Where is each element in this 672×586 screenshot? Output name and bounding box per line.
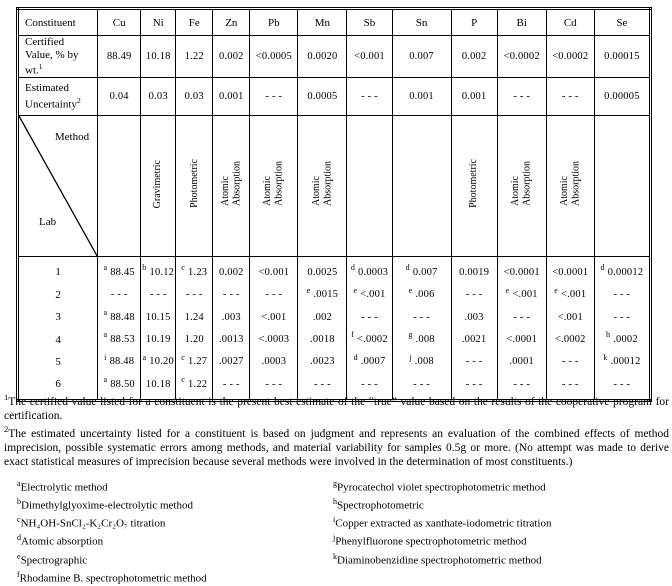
data-value: 10.20 [149, 356, 174, 368]
data-value: <.0002 [554, 334, 586, 346]
method-footnote-ref: d [405, 263, 410, 273]
certified-value-fe: 1.22 [176, 36, 213, 78]
data-cell [595, 306, 649, 328]
data-value: <.0001 [506, 334, 538, 346]
data-cell [452, 306, 497, 328]
method-footnote-ref: f [351, 330, 355, 340]
footnote-letter: a [17, 478, 21, 488]
data-column-sb [347, 257, 392, 401]
footnote-text: Electrolytic method [20, 481, 108, 494]
data-value: 10.15 [145, 311, 171, 323]
uncertainty-value-bi: - - - [497, 78, 546, 116]
method-sb [347, 116, 392, 257]
data-value: 1.24 [184, 311, 204, 323]
lab-data-row [18, 257, 651, 401]
certified-label-line2: Value, % by wt.$^1$ [25, 48, 79, 77]
lettered-footnote [17, 568, 333, 586]
data-cell [141, 351, 175, 373]
data-cell [452, 261, 497, 283]
method-zn [213, 116, 250, 257]
data-cell [298, 351, 346, 373]
data-column-bi [497, 257, 546, 401]
footnotes-section [4, 391, 669, 586]
data-cell [547, 351, 594, 373]
data-value: - - - [222, 378, 240, 390]
lettered-footnote [333, 550, 669, 568]
footnote-text: Spectrographic [20, 554, 88, 567]
method-row [18, 116, 651, 257]
data-value: .0021 [461, 334, 487, 346]
method-pb [250, 116, 298, 257]
method-name-rotated: Atomic Absorption [558, 161, 582, 207]
footnote-text: Pyrocatechol violet spectrophotometric method [337, 481, 546, 494]
data-cell [98, 328, 140, 350]
data-cell [250, 351, 297, 373]
lab-number: 4 [55, 333, 61, 346]
data-value: 10.12 [149, 266, 175, 278]
footnote-1 [4, 391, 669, 423]
footnote-ref: 2 [76, 95, 81, 105]
data-value: 88.48 [110, 311, 135, 323]
method-mn [298, 116, 347, 257]
composition-table [16, 7, 652, 402]
data-value: - - - [465, 289, 483, 301]
col-header-constituent: Constituent [18, 9, 98, 36]
data-value: .0023 [310, 356, 335, 368]
lab-label: Lab [39, 216, 57, 229]
method-footnote-ref: d [353, 352, 358, 362]
data-cell [595, 284, 649, 306]
data-value: 88.53 [110, 334, 135, 346]
lettered-footnote [333, 495, 669, 513]
col-header-sb: Sb [347, 9, 392, 36]
data-column-pb [250, 257, 298, 401]
data-value: 1.20 [184, 334, 204, 346]
method-lab-corner-cell [18, 116, 98, 257]
data-value: - - - [314, 378, 331, 390]
lettered-footnote [17, 513, 336, 531]
data-cell [176, 261, 212, 283]
uncertainty-label-line2: Uncertainty$^2$ [25, 95, 81, 111]
data-value: - - - [413, 311, 430, 323]
method-footnote-ref: d [350, 263, 356, 273]
lettered-footnote [333, 513, 669, 531]
data-value: .0001 [509, 356, 534, 368]
method-name-rotated: Gravimetric [152, 159, 164, 208]
data-cell [98, 261, 140, 283]
data-column-fe [176, 257, 213, 401]
footnote-text: Copper extracted as xanthate-iodometric titration [335, 517, 552, 530]
data-cell [141, 261, 175, 283]
method-footnote-ref: k [603, 352, 608, 362]
uncertainty-row-label [18, 78, 98, 116]
footnote-letter: e [17, 551, 21, 561]
certified-row-label [18, 36, 98, 78]
lab-number: 3 [55, 311, 61, 324]
col-header-p: P [451, 9, 497, 36]
method-footnote-ref: a [103, 330, 108, 340]
footnote-letter: j [333, 533, 336, 543]
data-value: - - - [465, 356, 483, 368]
data-value: - - - [561, 378, 579, 390]
data-cell [347, 328, 391, 350]
footnote-letter: d [17, 533, 21, 543]
data-value: - - - [613, 378, 631, 390]
data-value: .0002 [613, 334, 638, 346]
col-header-mn: Mn [298, 9, 347, 36]
data-cell [452, 284, 497, 306]
data-column-ni [141, 257, 176, 401]
method-footnote-ref: a [103, 263, 108, 273]
certified-value-row [18, 36, 651, 78]
data-value: 10.19 [145, 334, 171, 346]
method-ni [141, 116, 176, 257]
uncertainty-label-line1: Estimated [25, 82, 69, 95]
method-footnote-ref: e [408, 285, 413, 295]
method-cd [546, 116, 594, 257]
data-value: - - - [185, 289, 203, 301]
method-footnote-ref: c [181, 263, 186, 273]
uncertainty-value-pb: - - - [250, 78, 298, 116]
data-cell [298, 328, 346, 350]
method-label: Method [54, 131, 90, 144]
data-cell [176, 306, 212, 328]
certified-value-sn: 0.007 [392, 36, 451, 78]
data-value: 88.45 [110, 266, 135, 278]
data-value: 88.50 [110, 378, 135, 390]
data-value: .0027 [218, 356, 244, 368]
data-value: - - - [110, 289, 128, 301]
data-cell [393, 306, 451, 328]
footnote-letter: c [17, 515, 21, 525]
certified-value-cd: <0.0002 [546, 36, 594, 78]
lettered-footnote [17, 531, 336, 549]
data-value: <.0003 [258, 334, 290, 346]
data-cell [98, 306, 140, 328]
lab-number: 6 [55, 378, 61, 391]
data-value: .0013 [218, 334, 244, 346]
data-value: - - - [149, 289, 167, 301]
footnote-text: Diaminobenzidine spectrophotometric method [337, 554, 542, 567]
data-cell [393, 261, 451, 283]
footnote-2-text: The estimated uncertainty listed for a constituent is based on judgment and represents an evaluation of the combined effects of method imprecision, possible systematic errors among methods, and material variability for samples 0.5g or more. (No attempt was made to derive exact statistical measures of imprecision because several methods were involved in the determination of most constituents.) [4, 428, 669, 468]
data-value: 0.0003 [358, 266, 389, 278]
data-value: .003 [221, 311, 241, 323]
certified-label-line1: Certified [25, 36, 65, 48]
method-footnote-ref: e [505, 285, 510, 295]
uncertainty-value-sb: - - - [347, 78, 392, 116]
method-fe [176, 116, 213, 257]
data-cell [250, 261, 297, 283]
data-value: 0.007 [412, 266, 438, 278]
data-column-p [451, 257, 497, 401]
data-cell [547, 328, 594, 350]
data-cell [141, 328, 175, 350]
method-sn [392, 116, 451, 257]
data-value: 88.48 [109, 356, 135, 368]
lab-number: 1 [55, 266, 61, 279]
data-value: - - - [222, 289, 240, 301]
certified-value-sb: <0.001 [347, 36, 392, 78]
data-cell [452, 328, 497, 350]
uncertainty-value-se: 0.00005 [594, 78, 650, 116]
uncertainty-value-cd: - - - [546, 78, 594, 116]
data-cell [347, 306, 391, 328]
method-footnote-ref: e [306, 285, 311, 295]
data-value: .006 [415, 289, 435, 301]
footnote-text: NH₄OH-SnCl₂-K₂Cr₂O₇ titration [20, 517, 166, 530]
data-value: <.001 [512, 289, 538, 301]
method-footnote-ref: b [142, 263, 147, 273]
method-footnotes-left-column [17, 477, 336, 586]
method-footnote-ref: g [408, 330, 413, 340]
certified-value-ni: 10.18 [141, 36, 176, 78]
method-footnote-ref: i [104, 352, 107, 362]
data-cell [498, 306, 546, 328]
data-cell [213, 261, 249, 283]
certified-value-pb: <0.0005 [250, 36, 298, 78]
lettered-footnote [333, 477, 669, 495]
data-cell [595, 351, 649, 373]
footnote-text: Rhodamine B. spectrophotometric method [19, 572, 207, 585]
data-value: 10.18 [145, 378, 171, 390]
data-value: <0.0001 [552, 266, 589, 278]
method-footnote-ref: a [103, 307, 108, 317]
data-cell [213, 328, 249, 350]
certified-value-zn: 0.002 [213, 36, 250, 78]
method-name-rotated: Photometric [188, 159, 200, 209]
method-footnote-ref: e [554, 285, 558, 295]
data-value: 0.00012 [607, 266, 644, 278]
certified-value-bi: <0.0002 [497, 36, 546, 78]
method-name-rotated: Atomic Absorption [262, 161, 285, 207]
data-cell [498, 261, 546, 283]
data-cell [176, 328, 212, 350]
uncertainty-value-cu: 0.04 [98, 78, 141, 116]
data-cell [547, 284, 594, 306]
constituent-header-row [18, 9, 651, 36]
lab-number: 2 [55, 288, 61, 301]
footnote-text: Atomic absorption [21, 536, 104, 549]
data-value: - - - [413, 378, 430, 390]
data-value: 1.23 [188, 266, 208, 278]
uncertainty-value-zn: 0.001 [213, 78, 250, 116]
data-value: - - - [613, 289, 631, 301]
data-cell [393, 328, 451, 350]
method-name-rotated: Atomic Absorption [310, 161, 334, 207]
lab-number-column [18, 257, 98, 401]
lab-number: 5 [55, 355, 61, 368]
data-cell [250, 284, 297, 306]
method-footnotes [17, 477, 669, 586]
data-value: - - - [361, 378, 378, 390]
data-cell [498, 328, 546, 350]
data-cell [176, 284, 212, 306]
data-value: <.001 [261, 311, 287, 323]
lettered-footnote [17, 550, 333, 568]
method-bi [497, 116, 546, 257]
data-value: .003 [464, 311, 484, 323]
data-value: .0018 [310, 334, 335, 346]
data-cell [393, 351, 451, 373]
data-value: 1.27 [188, 356, 208, 368]
col-header-bi: Bi [497, 9, 546, 36]
data-value: <.001 [360, 289, 386, 301]
lettered-footnote [17, 495, 333, 513]
data-value: 1.22 [188, 378, 208, 390]
data-value: <0.0001 [503, 266, 540, 278]
data-cell [498, 351, 546, 373]
data-column-sn [392, 257, 451, 401]
col-header-pb: Pb [250, 9, 298, 36]
data-cell [250, 306, 297, 328]
uncertainty-value-fe: 0.03 [176, 78, 213, 116]
footnote-text: Phenylfluorone spectrophotometric method [335, 536, 527, 549]
method-footnote-ref: c [181, 375, 186, 385]
data-value: - - - [265, 289, 283, 301]
uncertainty-value-p: 0.001 [451, 78, 497, 116]
method-se [594, 116, 650, 257]
data-cell [250, 328, 297, 350]
data-cell [176, 351, 212, 373]
footnote-letter: i [333, 515, 336, 525]
col-header-fe: Fe [176, 9, 213, 36]
data-cell [595, 328, 649, 350]
footnote-1-text: The certified value listed for a constituent is the present best estimate of the “true” value based on the results of the cooperative program for certification. [4, 395, 669, 422]
data-value: - - - [561, 356, 579, 368]
uncertainty-value-mn: 0.0005 [298, 78, 347, 116]
col-header-se: Se [594, 9, 650, 36]
method-footnote-ref: a [103, 375, 108, 385]
data-value: <.0002 [357, 334, 388, 346]
method-footnote-ref: j [409, 352, 412, 362]
data-cell [213, 306, 249, 328]
data-value: 0.0019 [459, 266, 490, 278]
data-cell [347, 351, 391, 373]
footnote-letter: f [17, 569, 20, 579]
data-value: 0.0025 [307, 266, 338, 278]
uncertainty-value-ni: 0.03 [141, 78, 176, 116]
footnote-letter: g [333, 478, 337, 488]
data-value: - - - [513, 378, 531, 390]
data-cell [141, 284, 175, 306]
data-cell [213, 284, 249, 306]
data-value: - - - [361, 311, 378, 323]
data-value: .0003 [261, 356, 287, 368]
footnote-letter: b [17, 496, 21, 506]
data-cell [498, 284, 546, 306]
method-p [451, 116, 497, 257]
method-footnote-ref: h [605, 330, 611, 340]
data-value: .008 [414, 356, 434, 368]
data-column-cd [546, 257, 594, 401]
col-header-cd: Cd [546, 9, 594, 36]
data-value: <.001 [557, 311, 583, 323]
data-column-cu [98, 257, 141, 401]
data-value: .00012 [610, 356, 641, 368]
footnote-letter: h [333, 496, 337, 506]
data-cell [452, 351, 497, 373]
data-cell [98, 351, 140, 373]
footnote-1-marker: 1 [4, 392, 9, 402]
data-value: .002 [312, 311, 333, 323]
data-column-zn [213, 257, 250, 401]
col-header-cu: Cu [98, 9, 141, 36]
method-cu [98, 116, 141, 257]
data-cell [98, 284, 140, 306]
certified-value-se: 0.00015 [594, 36, 650, 78]
lettered-footnote [333, 531, 669, 549]
data-column-se [594, 257, 650, 401]
data-cell [141, 306, 175, 328]
col-header-ni: Ni [141, 9, 176, 36]
footnote-2 [4, 423, 669, 469]
method-name-rotated: Atomic Absorption [219, 161, 243, 207]
data-cell [547, 306, 594, 328]
data-cell [347, 261, 391, 283]
uncertainty-value-sn: 0.001 [392, 78, 451, 116]
data-value: .0015 [313, 289, 339, 301]
estimated-uncertainty-row [18, 78, 651, 116]
data-value: 0.002 [218, 266, 244, 278]
method-name-rotated: Atomic Absorption [510, 161, 533, 207]
data-cell [298, 306, 346, 328]
data-cell [393, 284, 451, 306]
lettered-footnote [17, 477, 333, 495]
data-value: - - - [613, 311, 631, 323]
footnote-2-marker: 2 [4, 424, 9, 435]
data-cell [347, 284, 391, 306]
col-header-zn: Zn [213, 9, 250, 36]
data-value: <.001 [560, 289, 587, 301]
certified-value-mn: 0.0020 [298, 36, 347, 78]
data-value: - - - [465, 378, 483, 390]
data-cell [298, 284, 346, 306]
data-value: <0.001 [258, 266, 290, 278]
data-cell [213, 351, 249, 373]
data-value: .008 [415, 334, 435, 346]
method-footnote-ref: d [600, 263, 605, 273]
footnote-letter: k [333, 551, 337, 561]
certified-value-p: 0.002 [451, 36, 497, 78]
method-footnote-ref: e [353, 285, 358, 295]
footnote-ref: 1 [38, 62, 43, 71]
method-footnote-ref: a [142, 352, 147, 362]
method-footnotes-right-column [333, 477, 669, 586]
certified-value-cu: 88.49 [98, 36, 141, 78]
data-value: .0007 [360, 356, 386, 368]
data-column-mn [298, 257, 347, 401]
footnote-text: Dimethylglyoxime-electrolytic method [21, 499, 193, 512]
data-value: - - - [513, 311, 531, 323]
footnote-text: Spectrophotometric [337, 499, 424, 512]
data-cell [298, 261, 346, 283]
data-value: - - - [265, 378, 283, 390]
method-name-rotated: Photometric [468, 159, 480, 209]
col-header-sn: Sn [392, 9, 451, 36]
data-cell [595, 261, 649, 283]
method-footnote-ref: c [181, 352, 186, 362]
data-cell [547, 261, 594, 283]
